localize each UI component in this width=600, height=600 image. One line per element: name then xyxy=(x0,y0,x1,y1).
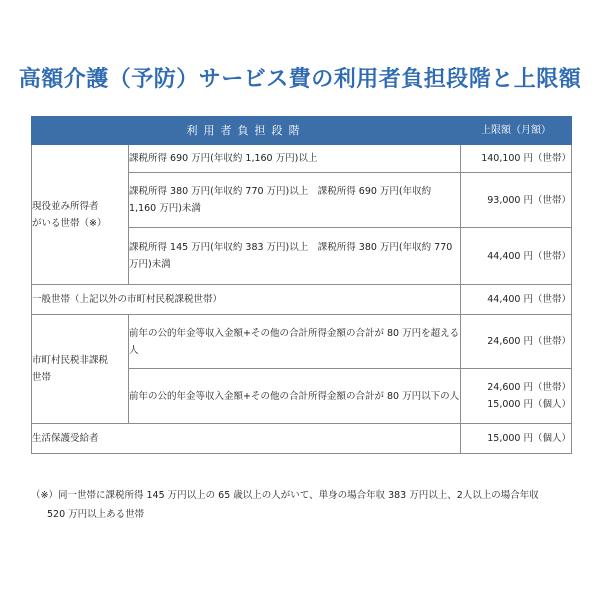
limit-cell: 24,600 円（世帯） xyxy=(461,315,572,369)
footnote-line: （※）同一世帯に課税所得 145 万円以上の 65 歳以上の人がいて、単身の場合年収 383 万円以上、2人以上の場合年収 xyxy=(31,490,539,501)
limit-cell: 44,400 円（世帯） xyxy=(461,228,572,285)
limit-cell: 44,400 円（世帯） xyxy=(461,285,572,315)
condition-cell: 前年の公的年金等収入金額+その他の合計所得金額の合計が 80 万円以下の人 xyxy=(129,369,461,424)
copay-limit-table xyxy=(31,116,572,454)
table-header-row xyxy=(32,117,572,145)
table-row xyxy=(32,315,572,369)
page-title: 高額介護（予防）サービス費の利用者負担段階と上限額 xyxy=(18,67,582,92)
header-limit: 上限額（月額） xyxy=(461,117,572,145)
category-tax-exempt xyxy=(32,315,129,424)
limit-cell: 140,100 円（世帯） xyxy=(461,145,572,173)
category-label: 世帯 xyxy=(32,372,52,383)
footnote xyxy=(31,486,576,524)
limit-cell: 15,000 円（個人） xyxy=(461,424,572,454)
category-label: 現役並み所得者 xyxy=(32,200,99,212)
table-row xyxy=(32,145,572,173)
category-general: 一般世帯（上記以外の市町村民税課税世帯） xyxy=(32,285,461,315)
limit-cell: 93,000 円（世帯） xyxy=(461,173,572,228)
category-working-income xyxy=(32,145,129,285)
limit-household: 24,600 円（世帯） xyxy=(487,382,571,393)
category-label: 市町村民税非課税 xyxy=(32,355,109,366)
condition-cell: 課税所得 380 万円(年収約 770 万円)以上 課税所得 690 万円(年収約 1,160 万円)未満 xyxy=(129,173,461,228)
category-welfare: 生活保護受給者 xyxy=(32,424,461,454)
limit-individual: 15,000 円（個人） xyxy=(487,399,571,410)
header-stage: 利用者負担段階 xyxy=(32,117,461,145)
table-row xyxy=(32,285,572,315)
category-label: がいる世帯（※） xyxy=(32,217,107,229)
limit-cell xyxy=(461,369,572,424)
footnote-line: 520 万円以上ある世帯 xyxy=(47,509,145,520)
condition-cell: 課税所得 145 万円(年収約 383 万円)以上 課税所得 380 万円(年収約 770 万円)未満 xyxy=(129,228,461,285)
condition-cell: 課税所得 690 万円(年収約 1,160 万円)以上 xyxy=(129,145,461,173)
table-row xyxy=(32,424,572,454)
condition-cell: 前年の公的年金等収入金額+その他の合計所得金額の合計が 80 万円を超える人 xyxy=(129,315,461,369)
